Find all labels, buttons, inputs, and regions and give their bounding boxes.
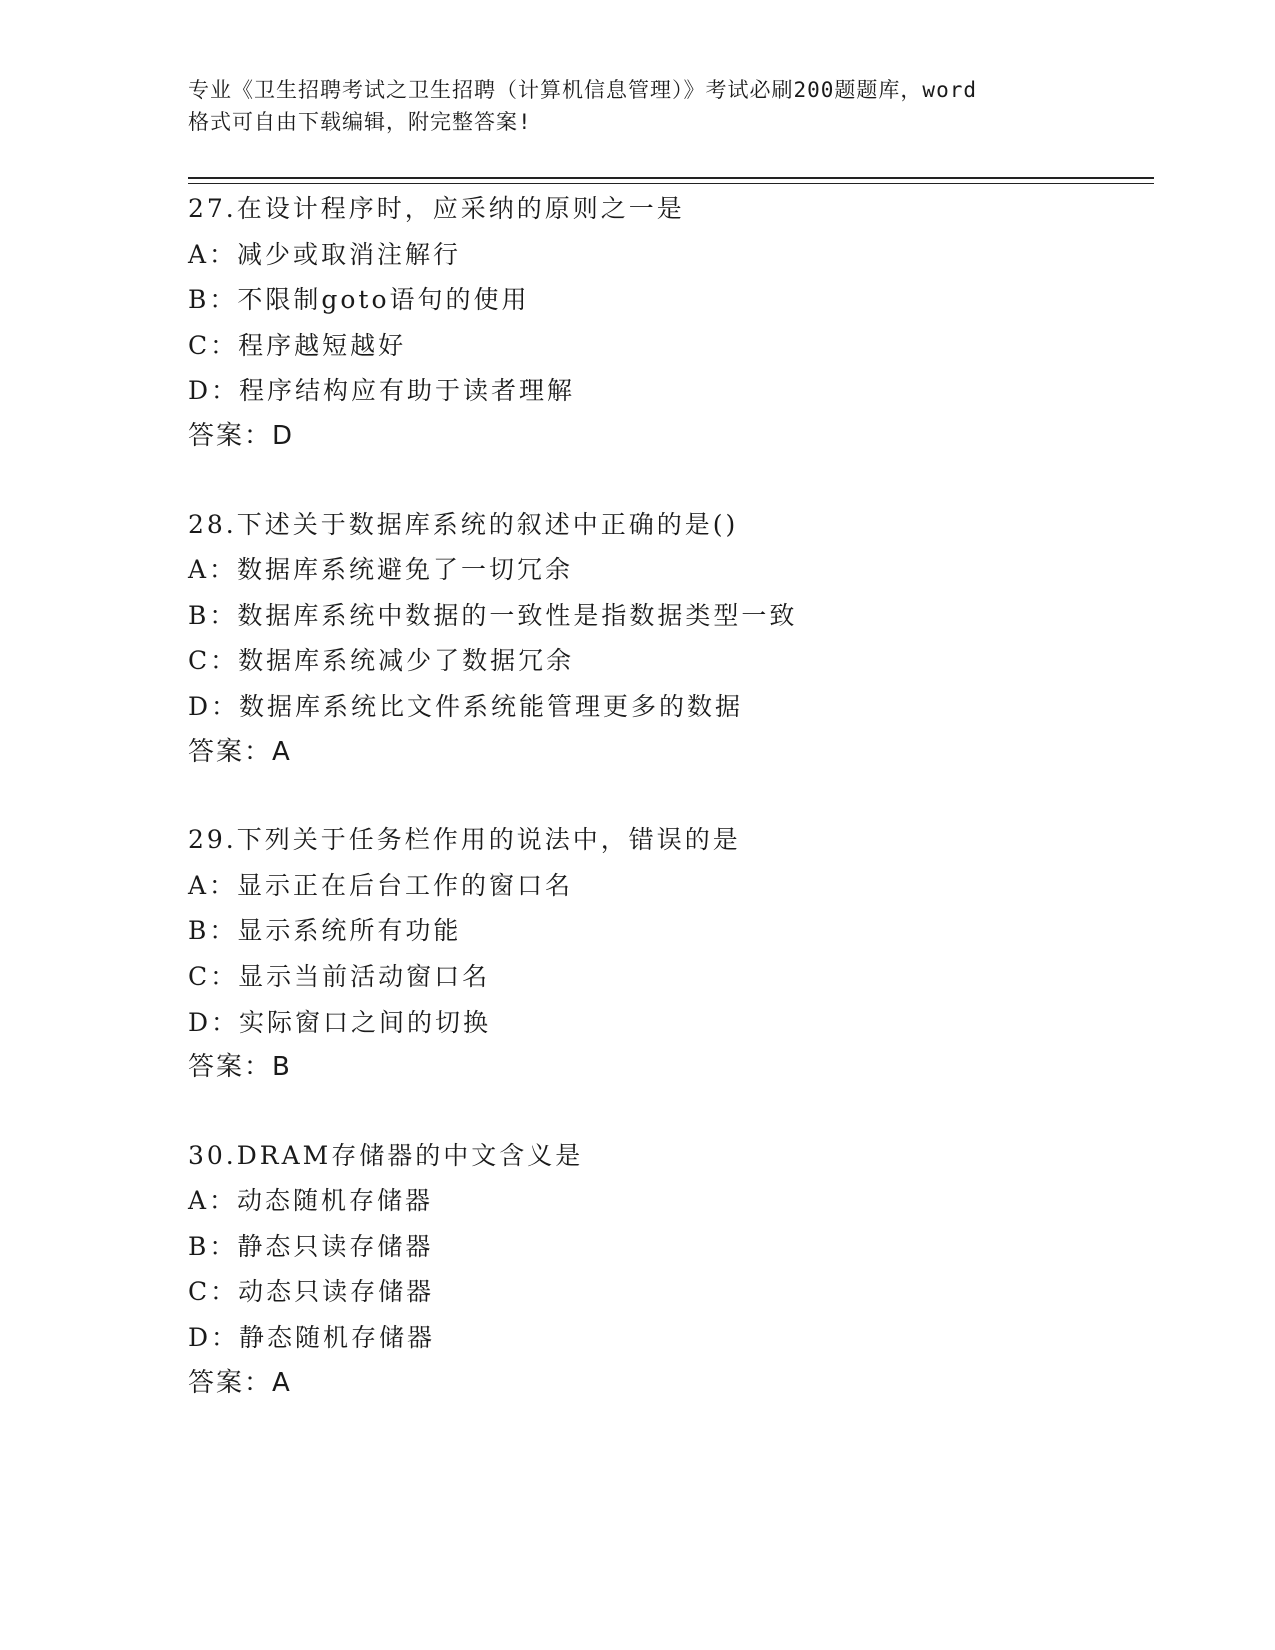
question-stem: 27.在设计程序时，应采纳的原则之一是 bbox=[188, 194, 685, 223]
header-line-1: 专业《卫生招聘考试之卫生招聘（计算机信息管理）》考试必刷200题题库，word bbox=[188, 78, 977, 102]
question-stem: 30.DRAM存储器的中文含义是 bbox=[188, 1140, 584, 1170]
answer-line: 答案：D bbox=[188, 420, 295, 451]
question-28 bbox=[188, 502, 1148, 776]
option-c: C：动态只读存储器 bbox=[188, 1277, 435, 1307]
option-a: A：数据库系统避免了一切冗余 bbox=[188, 555, 574, 585]
option-b: B：不限制goto语句的使用 bbox=[188, 285, 530, 315]
option-b: B：显示系统所有功能 bbox=[188, 916, 462, 946]
question-stem: 28.下述关于数据库系统的叙述中正确的是() bbox=[188, 509, 739, 539]
option-a: A：减少或取消注解行 bbox=[188, 239, 462, 269]
header-line-2: 格式可自由下载编辑，附完整答案! bbox=[188, 110, 532, 134]
header-divider-thin bbox=[188, 183, 1154, 184]
option-d: D：实际窗口之间的切换 bbox=[188, 1007, 492, 1037]
option-c: C：数据库系统减少了数据冗余 bbox=[188, 646, 575, 676]
question-29 bbox=[188, 817, 1148, 1091]
option-a: A：显示正在后台工作的窗口名 bbox=[188, 870, 574, 900]
question-27 bbox=[188, 186, 1148, 460]
header-divider-thick bbox=[188, 177, 1154, 179]
answer-line: 答案：A bbox=[188, 1367, 292, 1398]
question-30 bbox=[188, 1133, 1148, 1407]
answer-line: 答案：B bbox=[188, 1052, 292, 1083]
document-header bbox=[188, 74, 1088, 138]
option-d: D：静态随机存储器 bbox=[188, 1323, 436, 1353]
option-c: C：显示当前活动窗口名 bbox=[188, 961, 491, 991]
option-d: D：数据库系统比文件系统能管理更多的数据 bbox=[188, 691, 744, 721]
answer-line: 答案：A bbox=[188, 736, 292, 767]
question-list bbox=[188, 186, 1148, 1448]
question-stem: 29.下列关于任务栏作用的说法中，错误的是 bbox=[188, 825, 741, 855]
option-b: B：数据库系统中数据的一致性是指数据类型一致 bbox=[188, 600, 798, 630]
option-a: A：动态随机存储器 bbox=[188, 1186, 434, 1216]
option-b: B：静态只读存储器 bbox=[188, 1231, 434, 1261]
option-d: D：程序结构应有助于读者理解 bbox=[188, 376, 576, 406]
option-c: C：程序越短越好 bbox=[188, 330, 407, 360]
